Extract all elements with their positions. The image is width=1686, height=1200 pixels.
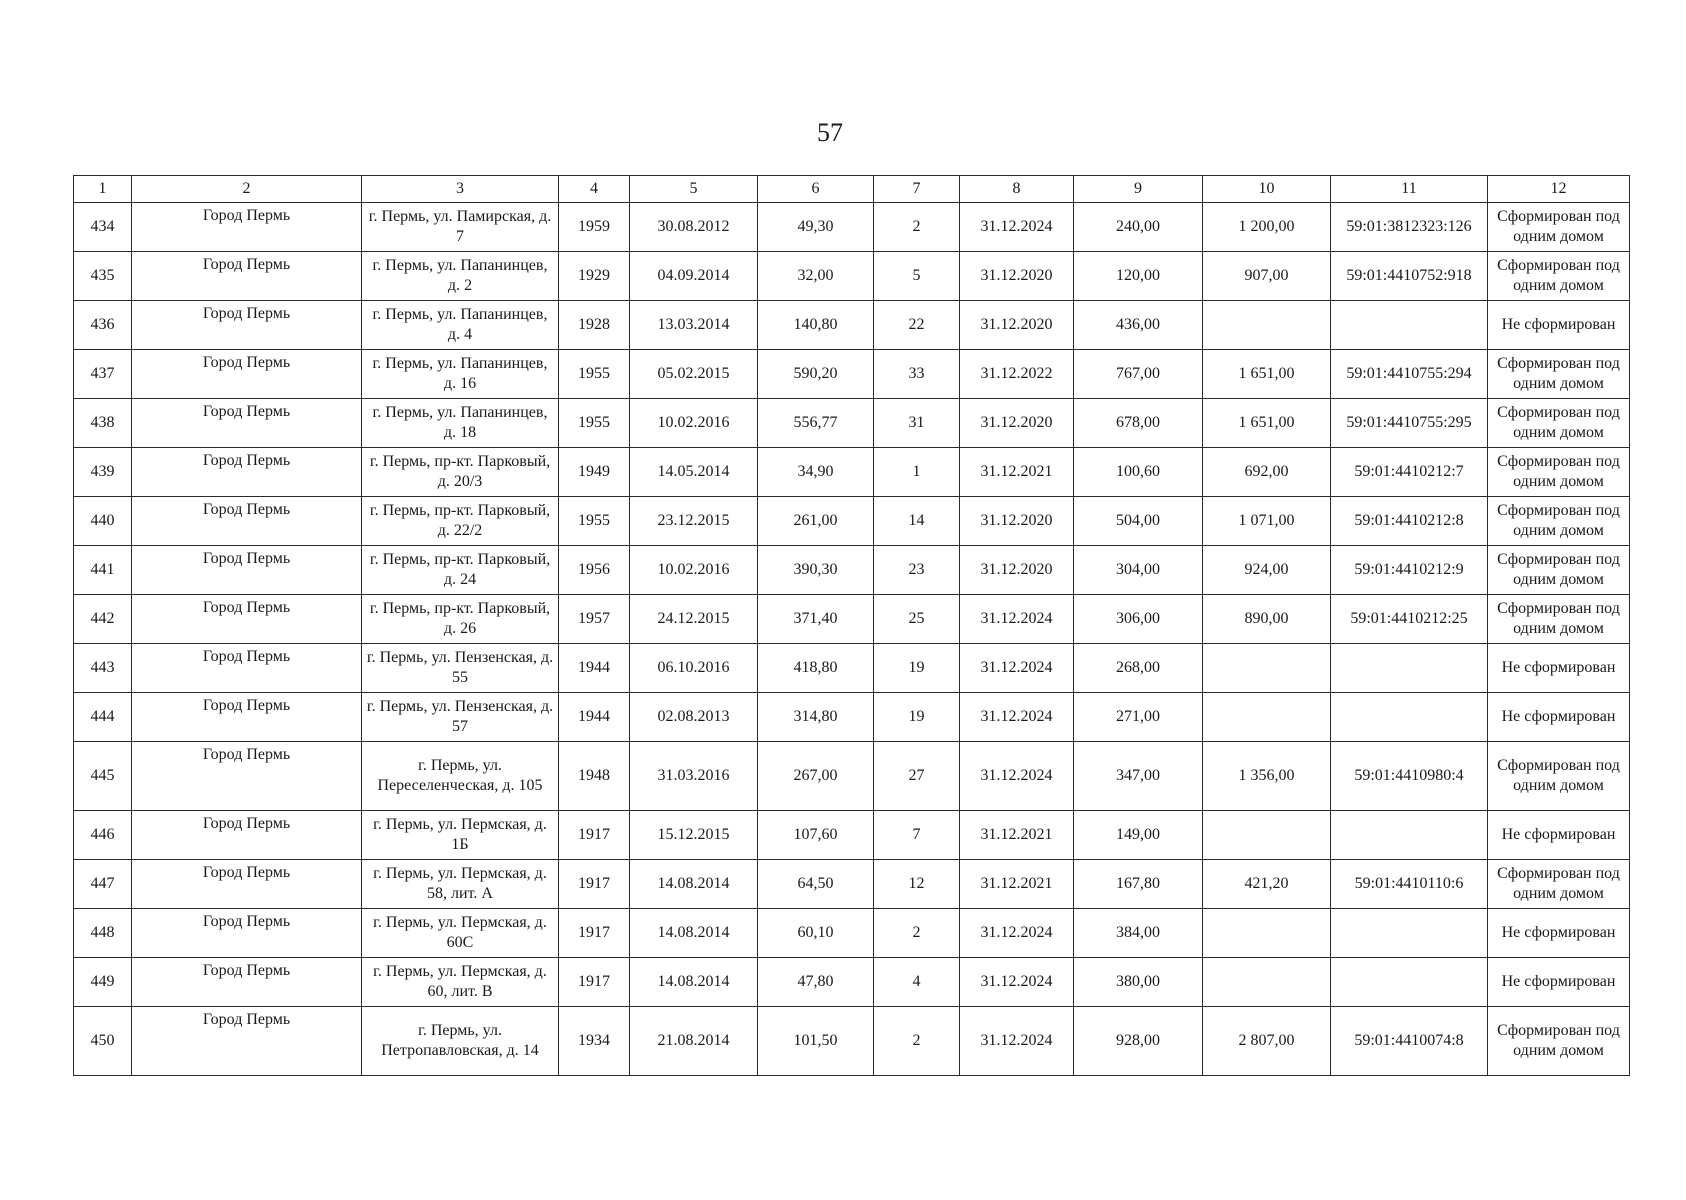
date-cell: 04.09.2014 xyxy=(630,252,758,301)
municipality-cell: Город Пермь xyxy=(132,350,362,399)
row-number: 450 xyxy=(74,1007,132,1076)
count-cell: 19 xyxy=(874,644,960,693)
plot-status-cell: Сформирован под одним домом xyxy=(1488,497,1630,546)
value-cell: 304,00 xyxy=(1074,546,1203,595)
year-cell: 1944 xyxy=(559,693,630,742)
year-cell: 1956 xyxy=(559,546,630,595)
table-row xyxy=(74,1007,1630,1076)
value-cell: 240,00 xyxy=(1074,203,1203,252)
value-cell: 306,00 xyxy=(1074,595,1203,644)
column-header: 9 xyxy=(1074,176,1203,203)
housing-registry-table xyxy=(73,175,1630,1076)
cadastral-number-cell: 59:01:4410110:6 xyxy=(1331,860,1488,909)
address-cell: г. Пермь, ул. Пензенская, д. 57 xyxy=(362,693,559,742)
plot-status-cell: Не сформирован xyxy=(1488,811,1630,860)
address-cell: г. Пермь, ул. Памирская, д. 7 xyxy=(362,203,559,252)
deadline-cell: 31.12.2020 xyxy=(960,399,1074,448)
plot-status-cell: Не сформирован xyxy=(1488,693,1630,742)
deadline-cell: 31.12.2020 xyxy=(960,497,1074,546)
land-area-cell xyxy=(1203,811,1331,860)
year-cell: 1917 xyxy=(559,811,630,860)
area-cell: 590,20 xyxy=(758,350,874,399)
municipality-cell: Город Пермь xyxy=(132,958,362,1007)
cadastral-number-cell xyxy=(1331,958,1488,1007)
cadastral-number-cell: 59:01:4410212:9 xyxy=(1331,546,1488,595)
year-cell: 1917 xyxy=(559,958,630,1007)
value-cell: 380,00 xyxy=(1074,958,1203,1007)
column-header: 8 xyxy=(960,176,1074,203)
count-cell: 31 xyxy=(874,399,960,448)
land-area-cell xyxy=(1203,693,1331,742)
column-header: 7 xyxy=(874,176,960,203)
value-cell: 268,00 xyxy=(1074,644,1203,693)
municipality-cell: Город Пермь xyxy=(132,546,362,595)
year-cell: 1929 xyxy=(559,252,630,301)
cadastral-number-cell xyxy=(1331,644,1488,693)
date-cell: 10.02.2016 xyxy=(630,399,758,448)
count-cell: 5 xyxy=(874,252,960,301)
municipality-cell: Город Пермь xyxy=(132,860,362,909)
row-number: 447 xyxy=(74,860,132,909)
address-cell: г. Пермь, ул. Пензенская, д. 55 xyxy=(362,644,559,693)
date-cell: 23.12.2015 xyxy=(630,497,758,546)
deadline-cell: 31.12.2024 xyxy=(960,595,1074,644)
area-cell: 47,80 xyxy=(758,958,874,1007)
count-cell: 33 xyxy=(874,350,960,399)
column-header: 3 xyxy=(362,176,559,203)
land-area-cell xyxy=(1203,644,1331,693)
value-cell: 504,00 xyxy=(1074,497,1203,546)
count-cell: 27 xyxy=(874,742,960,811)
count-cell: 7 xyxy=(874,811,960,860)
table-row xyxy=(74,350,1630,399)
land-area-cell: 924,00 xyxy=(1203,546,1331,595)
header-row xyxy=(74,176,1630,203)
row-number: 448 xyxy=(74,909,132,958)
row-number: 446 xyxy=(74,811,132,860)
page-number: 57 xyxy=(817,118,843,147)
table-row xyxy=(74,860,1630,909)
year-cell: 1934 xyxy=(559,1007,630,1076)
deadline-cell: 31.12.2021 xyxy=(960,448,1074,497)
area-cell: 60,10 xyxy=(758,909,874,958)
value-cell: 120,00 xyxy=(1074,252,1203,301)
land-area-cell xyxy=(1203,958,1331,1007)
address-cell: г. Пермь, пр-кт. Парковый, д. 24 xyxy=(362,546,559,595)
year-cell: 1917 xyxy=(559,860,630,909)
year-cell: 1944 xyxy=(559,644,630,693)
deadline-cell: 31.12.2020 xyxy=(960,301,1074,350)
area-cell: 267,00 xyxy=(758,742,874,811)
date-cell: 15.12.2015 xyxy=(630,811,758,860)
column-header: 6 xyxy=(758,176,874,203)
date-cell: 05.02.2015 xyxy=(630,350,758,399)
count-cell: 2 xyxy=(874,909,960,958)
municipality-cell: Город Пермь xyxy=(132,301,362,350)
value-cell: 100,60 xyxy=(1074,448,1203,497)
cadastral-number-cell: 59:01:3812323:126 xyxy=(1331,203,1488,252)
column-header: 4 xyxy=(559,176,630,203)
plot-status-cell: Не сформирован xyxy=(1488,301,1630,350)
plot-status-cell: Сформирован под одним домом xyxy=(1488,595,1630,644)
table-row xyxy=(74,399,1630,448)
table-row xyxy=(74,203,1630,252)
value-cell: 767,00 xyxy=(1074,350,1203,399)
row-number: 443 xyxy=(74,644,132,693)
area-cell: 49,30 xyxy=(758,203,874,252)
deadline-cell: 31.12.2020 xyxy=(960,252,1074,301)
row-number: 437 xyxy=(74,350,132,399)
count-cell: 25 xyxy=(874,595,960,644)
land-area-cell: 1 071,00 xyxy=(1203,497,1331,546)
year-cell: 1949 xyxy=(559,448,630,497)
count-cell: 23 xyxy=(874,546,960,595)
column-header: 12 xyxy=(1488,176,1630,203)
area-cell: 140,80 xyxy=(758,301,874,350)
area-cell: 556,77 xyxy=(758,399,874,448)
year-cell: 1928 xyxy=(559,301,630,350)
municipality-cell: Город Пермь xyxy=(132,595,362,644)
value-cell: 347,00 xyxy=(1074,742,1203,811)
cadastral-number-cell: 59:01:4410755:295 xyxy=(1331,399,1488,448)
row-number: 440 xyxy=(74,497,132,546)
year-cell: 1959 xyxy=(559,203,630,252)
deadline-cell: 31.12.2024 xyxy=(960,1007,1074,1076)
year-cell: 1957 xyxy=(559,595,630,644)
row-number: 445 xyxy=(74,742,132,811)
plot-status-cell: Сформирован под одним домом xyxy=(1488,252,1630,301)
deadline-cell: 31.12.2021 xyxy=(960,860,1074,909)
count-cell: 12 xyxy=(874,860,960,909)
column-header: 10 xyxy=(1203,176,1331,203)
municipality-cell: Город Пермь xyxy=(132,644,362,693)
row-number: 444 xyxy=(74,693,132,742)
date-cell: 14.08.2014 xyxy=(630,860,758,909)
cadastral-number-cell xyxy=(1331,301,1488,350)
table-row xyxy=(74,909,1630,958)
area-cell: 314,80 xyxy=(758,693,874,742)
deadline-cell: 31.12.2022 xyxy=(960,350,1074,399)
address-cell: г. Пермь, ул. Пермская, д. 1Б xyxy=(362,811,559,860)
land-area-cell: 1 651,00 xyxy=(1203,399,1331,448)
column-header: 1 xyxy=(74,176,132,203)
date-cell: 21.08.2014 xyxy=(630,1007,758,1076)
area-cell: 418,80 xyxy=(758,644,874,693)
date-cell: 02.08.2013 xyxy=(630,693,758,742)
table-row xyxy=(74,693,1630,742)
date-cell: 14.08.2014 xyxy=(630,909,758,958)
value-cell: 271,00 xyxy=(1074,693,1203,742)
date-cell: 14.05.2014 xyxy=(630,448,758,497)
land-area-cell: 907,00 xyxy=(1203,252,1331,301)
plot-status-cell: Сформирован под одним домом xyxy=(1488,203,1630,252)
municipality-cell: Город Пермь xyxy=(132,1007,362,1076)
date-cell: 10.02.2016 xyxy=(630,546,758,595)
land-area-cell: 890,00 xyxy=(1203,595,1331,644)
municipality-cell: Город Пермь xyxy=(132,203,362,252)
municipality-cell: Город Пермь xyxy=(132,252,362,301)
cadastral-number-cell: 59:01:4410212:25 xyxy=(1331,595,1488,644)
deadline-cell: 31.12.2024 xyxy=(960,742,1074,811)
address-cell: г. Пермь, ул. Переселенческая, д. 105 xyxy=(362,742,559,811)
table-row xyxy=(74,742,1630,811)
date-cell: 06.10.2016 xyxy=(630,644,758,693)
land-area-cell xyxy=(1203,909,1331,958)
table-row xyxy=(74,644,1630,693)
plot-status-cell: Сформирован под одним домом xyxy=(1488,448,1630,497)
address-cell: г. Пермь, ул. Папанинцев, д. 16 xyxy=(362,350,559,399)
row-number: 449 xyxy=(74,958,132,1007)
plot-status-cell: Сформирован под одним домом xyxy=(1488,546,1630,595)
cadastral-number-cell: 59:01:4410212:8 xyxy=(1331,497,1488,546)
plot-status-cell: Не сформирован xyxy=(1488,909,1630,958)
municipality-cell: Город Пермь xyxy=(132,909,362,958)
address-cell: г. Пермь, ул. Петропавловская, д. 14 xyxy=(362,1007,559,1076)
address-cell: г. Пермь, ул. Пермская, д. 60, лит. В xyxy=(362,958,559,1007)
value-cell: 384,00 xyxy=(1074,909,1203,958)
area-cell: 34,90 xyxy=(758,448,874,497)
table-row xyxy=(74,546,1630,595)
land-area-cell: 1 651,00 xyxy=(1203,350,1331,399)
municipality-cell: Город Пермь xyxy=(132,448,362,497)
deadline-cell: 31.12.2024 xyxy=(960,644,1074,693)
table-row xyxy=(74,448,1630,497)
row-number: 435 xyxy=(74,252,132,301)
address-cell: г. Пермь, ул. Папанинцев, д. 2 xyxy=(362,252,559,301)
address-cell: г. Пермь, ул. Пермская, д. 60С xyxy=(362,909,559,958)
land-area-cell xyxy=(1203,301,1331,350)
table-row xyxy=(74,252,1630,301)
date-cell: 31.03.2016 xyxy=(630,742,758,811)
row-number: 438 xyxy=(74,399,132,448)
plot-status-cell: Сформирован под одним домом xyxy=(1488,350,1630,399)
row-number: 442 xyxy=(74,595,132,644)
land-area-cell: 1 356,00 xyxy=(1203,742,1331,811)
plot-status-cell: Сформирован под одним домом xyxy=(1488,399,1630,448)
cadastral-number-cell: 59:01:4410074:8 xyxy=(1331,1007,1488,1076)
address-cell: г. Пермь, ул. Пермская, д. 58, лит. А xyxy=(362,860,559,909)
count-cell: 1 xyxy=(874,448,960,497)
row-number: 441 xyxy=(74,546,132,595)
address-cell: г. Пермь, ул. Папанинцев, д. 18 xyxy=(362,399,559,448)
column-header: 2 xyxy=(132,176,362,203)
plot-status-cell: Сформирован под одним домом xyxy=(1488,1007,1630,1076)
area-cell: 101,50 xyxy=(758,1007,874,1076)
plot-status-cell: Не сформирован xyxy=(1488,958,1630,1007)
count-cell: 14 xyxy=(874,497,960,546)
count-cell: 4 xyxy=(874,958,960,1007)
land-area-cell: 2 807,00 xyxy=(1203,1007,1331,1076)
deadline-cell: 31.12.2024 xyxy=(960,693,1074,742)
row-number: 436 xyxy=(74,301,132,350)
year-cell: 1955 xyxy=(559,350,630,399)
address-cell: г. Пермь, пр-кт. Парковый, д. 20/3 xyxy=(362,448,559,497)
cadastral-number-cell: 59:01:4410755:294 xyxy=(1331,350,1488,399)
date-cell: 13.03.2014 xyxy=(630,301,758,350)
value-cell: 928,00 xyxy=(1074,1007,1203,1076)
cadastral-number-cell: 59:01:4410752:918 xyxy=(1331,252,1488,301)
cadastral-number-cell xyxy=(1331,811,1488,860)
municipality-cell: Город Пермь xyxy=(132,811,362,860)
count-cell: 19 xyxy=(874,693,960,742)
table-row xyxy=(74,811,1630,860)
municipality-cell: Город Пермь xyxy=(132,497,362,546)
land-area-cell: 421,20 xyxy=(1203,860,1331,909)
year-cell: 1955 xyxy=(559,497,630,546)
table-row xyxy=(74,595,1630,644)
table-row xyxy=(74,301,1630,350)
plot-status-cell: Не сформирован xyxy=(1488,644,1630,693)
land-area-cell: 692,00 xyxy=(1203,448,1331,497)
cadastral-number-cell: 59:01:4410212:7 xyxy=(1331,448,1488,497)
address-cell: г. Пермь, ул. Папанинцев, д. 4 xyxy=(362,301,559,350)
value-cell: 436,00 xyxy=(1074,301,1203,350)
row-number: 434 xyxy=(74,203,132,252)
deadline-cell: 31.12.2024 xyxy=(960,958,1074,1007)
cadastral-number-cell: 59:01:4410980:4 xyxy=(1331,742,1488,811)
municipality-cell: Город Пермь xyxy=(132,742,362,811)
area-cell: 64,50 xyxy=(758,860,874,909)
value-cell: 678,00 xyxy=(1074,399,1203,448)
column-header: 11 xyxy=(1331,176,1488,203)
deadline-cell: 31.12.2021 xyxy=(960,811,1074,860)
count-cell: 2 xyxy=(874,1007,960,1076)
year-cell: 1917 xyxy=(559,909,630,958)
address-cell: г. Пермь, пр-кт. Парковый, д. 26 xyxy=(362,595,559,644)
area-cell: 261,00 xyxy=(758,497,874,546)
plot-status-cell: Сформирован под одним домом xyxy=(1488,742,1630,811)
year-cell: 1955 xyxy=(559,399,630,448)
municipality-cell: Город Пермь xyxy=(132,399,362,448)
date-cell: 14.08.2014 xyxy=(630,958,758,1007)
area-cell: 390,30 xyxy=(758,546,874,595)
deadline-cell: 31.12.2024 xyxy=(960,909,1074,958)
cadastral-number-cell xyxy=(1331,909,1488,958)
area-cell: 32,00 xyxy=(758,252,874,301)
value-cell: 149,00 xyxy=(1074,811,1203,860)
count-cell: 22 xyxy=(874,301,960,350)
area-cell: 107,60 xyxy=(758,811,874,860)
value-cell: 167,80 xyxy=(1074,860,1203,909)
table-row xyxy=(74,497,1630,546)
address-cell: г. Пермь, пр-кт. Парковый, д. 22/2 xyxy=(362,497,559,546)
row-number: 439 xyxy=(74,448,132,497)
count-cell: 2 xyxy=(874,203,960,252)
municipality-cell: Город Пермь xyxy=(132,693,362,742)
cadastral-number-cell xyxy=(1331,693,1488,742)
date-cell: 24.12.2015 xyxy=(630,595,758,644)
plot-status-cell: Сформирован под одним домом xyxy=(1488,860,1630,909)
table-row xyxy=(74,958,1630,1007)
land-area-cell: 1 200,00 xyxy=(1203,203,1331,252)
deadline-cell: 31.12.2024 xyxy=(960,203,1074,252)
column-header: 5 xyxy=(630,176,758,203)
year-cell: 1948 xyxy=(559,742,630,811)
date-cell: 30.08.2012 xyxy=(630,203,758,252)
deadline-cell: 31.12.2020 xyxy=(960,546,1074,595)
area-cell: 371,40 xyxy=(758,595,874,644)
